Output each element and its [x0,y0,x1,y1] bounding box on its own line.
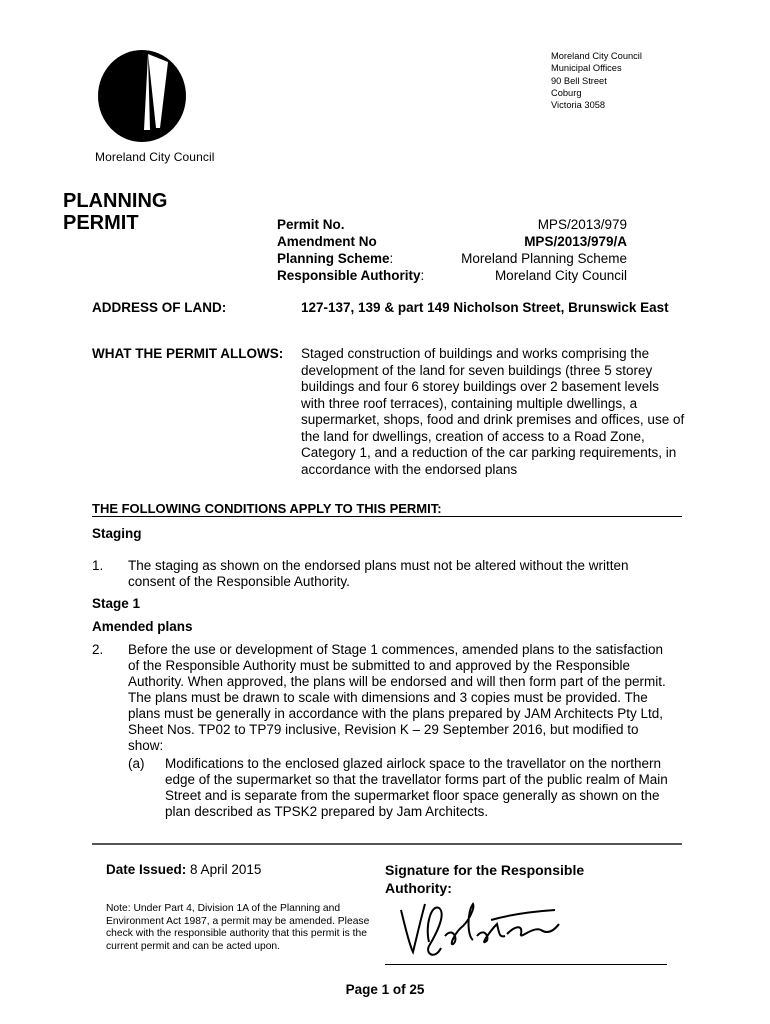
address-line: Victoria 3058 [551,100,606,111]
responsible-authority-row [277,267,627,284]
planning-scheme-row [277,250,627,267]
responsible-authority-label: Responsible Authority: [277,268,425,283]
signature-line [385,964,667,965]
condition-2a-text: Modifications to the enclosed glazed airlock space to the travellator on the northern edge of the supermarket so that the travellator forms part of the public realm of Main Street and is separate from the supermarket floor space generally as shown on the plan described as TPSK2 prepared by Jam Architects. [165,756,668,819]
council-address [551,50,642,111]
permit-allows-text: Staged construction of buildings and works comprising the development of the land for seven buildings (three 5 storey buildings and four 6 storey buildings over 2 basement levels with three roof terraces), containing multiple dwellings, a supermarket, shops, food and drink premises and offices, use of the land for dwellings, creation of access to a Road Zone, Category 1, and a reduction of the car parking requirements, in accordance with the endorsed plans [301,346,685,477]
conditions-heading: THE FOLLOWING CONDITIONS APPLY TO THIS PERMIT: [92,501,442,516]
stage-1-heading: Stage 1 [92,596,141,611]
address-line: Coburg [551,87,582,98]
permit-allows-label: WHAT THE PERMIT ALLOWS: [92,346,284,361]
responsible-authority-value: Moreland City Council [494,268,627,283]
condition-2-number: 2. [92,642,104,657]
title-line: PLANNING [63,190,168,212]
moreland-logo-icon [98,50,186,142]
logo-caption: Moreland City Council [95,150,215,164]
permit-details [277,216,627,284]
planning-scheme-value: Moreland Planning Scheme [461,251,627,266]
planning-scheme-label-text: Planning Scheme [277,251,390,266]
title-line: PERMIT [63,212,139,234]
condition-1-number: 1. [92,558,104,573]
responsible-authority-label-text: Responsible Authority [277,268,421,283]
amendment-label: Amendment No [277,234,377,249]
date-issued-label: Date Issued: [106,862,187,877]
date-issued-value: 8 April 2015 [190,862,262,877]
conditions-divider [92,516,682,517]
address-of-land-value: 127-137, 139 & part 149 Nicholson Street, Brunswick East [301,300,669,315]
signature-icon [395,896,565,966]
signature-label: Signature for the Responsible Authority: [385,862,585,896]
address-line: 90 Bell Street [551,75,607,86]
document-title [63,190,167,234]
date-issued [106,862,261,877]
staging-heading: Staging [92,526,142,541]
amendment-value: MPS/2013/979/A [524,234,627,249]
condition-2a-label: (a) [128,756,145,771]
condition-2-text: Before the use or development of Stage 1 commences, amended plans to the satisfaction of the Responsible Authority must be submitted to and approved by the Responsible Authority. When approved, the plans will be endorsed and will then form part of the permit. The plans must be drawn to scale with dimensions and 3 copies must be provided. The plans must be generally in accordance with the plans prepared by JAM Architects Pty Ltd, Sheet Nos. TP02 to TP79 inclusive, Revision K – 29 September 2016, but modified to show: [128,642,666,753]
permit-number-value: MPS/2013/979 [537,217,627,232]
permit-number-row [277,216,627,233]
amendment-row [277,233,627,250]
amended-plans-heading: Amended plans [92,619,193,634]
permit-number-label: Permit No. [277,217,345,232]
address-line: Municipal Offices [551,63,622,74]
amendment-note: Note: Under Part 4, Division 1A of the Planning and Environment Act 1987, a permit may be amended. Please check with the responsible authority that this permit is the current permit and can be acted upon. [106,903,370,952]
page-number: Page 1 of 25 [345,982,425,997]
address-line: Moreland City Council [551,51,642,61]
address-of-land-label: ADDRESS OF LAND: [92,300,227,315]
footer-divider [92,843,682,845]
planning-scheme-label: Planning Scheme: [277,251,394,266]
condition-1-text: The staging as shown on the endorsed plans must not be altered without the written consent of the Responsible Authority. [128,558,629,589]
